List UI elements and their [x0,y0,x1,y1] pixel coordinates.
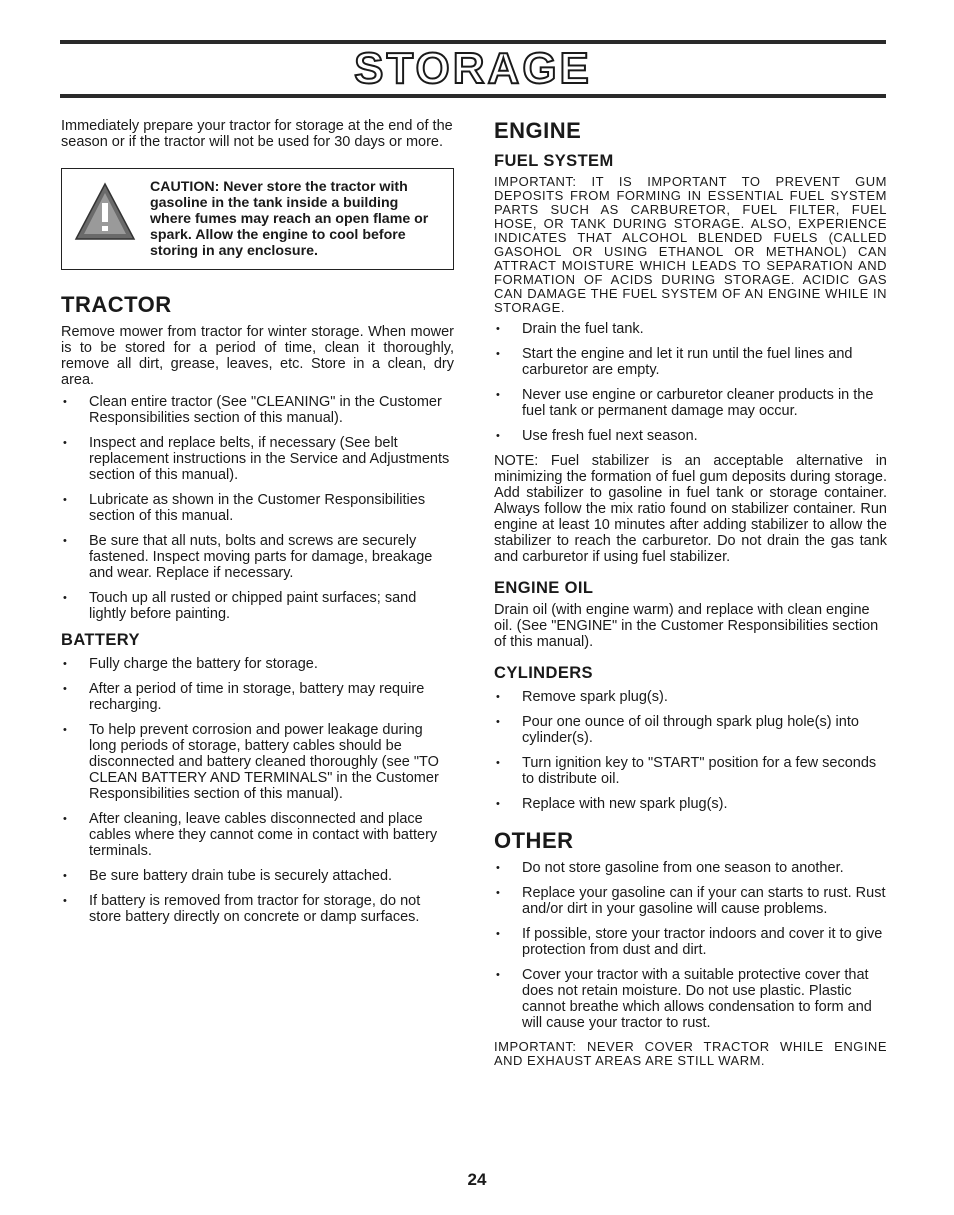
list-item: • Replace with new spark plug(s). [494,796,887,812]
list-item: • Be sure battery drain tube is securely attached. [61,868,454,884]
list-item: • If possible, store your tractor indoors and cover it to give protection from dust and dirt. [494,926,887,958]
right-column [494,118,887,1068]
other-heading: OTHER [494,828,574,853]
warning-triangle-icon [74,181,136,243]
caution-box [61,168,454,270]
other-list [494,860,887,1031]
list-item: • Replace your gasoline can if your can starts to rust. Rust and/or dirt in your gasoline will cause problems. [494,885,887,917]
page-header [60,40,886,98]
list-item: • Lubricate as shown in the Customer Responsibilities section of this manual. [61,492,454,524]
list-item: • Touch up all rusted or chipped paint surfaces; sand lightly before painting. [61,590,454,622]
header-rule-bottom [60,94,886,98]
list-item: • To help prevent corrosion and power leakage during long periods of storage, battery cables should be disconnected and battery cleaned thoroughly (see "TO CLEAN BATTERY AND TERMINALS" in the Customer Responsibilities section of this manual). [61,722,454,802]
list-item: • Do not store gasoline from one season to another. [494,860,887,876]
caution-text: CAUTION: Never store the tractor with gasoline in the tank inside a building where fumes may reach an open flame or spark. Allow the engine to cool before storing in any enclosure. [150,179,429,259]
engine-oil-heading: ENGINE OIL [494,579,594,597]
list-item: • Clean entire tractor (See "CLEANING" in the Customer Responsibilities section of this manual). [61,394,454,426]
tractor-list [61,394,454,622]
fuel-system-heading: FUEL SYSTEM [494,152,614,170]
battery-list [61,656,454,925]
list-item: • Cover your tractor with a suitable protective cover that does not retain moisture. Do not use plastic. Plastic cannot breathe which allows condensation to form and will cause your tractor to rust. [494,967,887,1031]
tractor-body: Remove mower from tractor for winter storage. When mower is to be stored for a period of time, clean it thoroughly, remove all dirt, grease, leaves, etc. Store in a clean, dry area. [61,324,454,388]
fuel-system-list [494,321,887,444]
list-item: • Inspect and replace belts, if necessary (See belt replacement instructions in the Service and Adjustments section of this manual). [61,435,454,483]
cylinders-list [494,689,887,812]
engine-oil-body: Drain oil (with engine warm) and replace with clean engine oil. (See "ENGINE" in the Customer Responsibilities section of this manual). [494,602,879,650]
intro-paragraph: Immediately prepare your tractor for storage at the end of the season or if the tractor will not be used for 30 days or more. [61,118,453,150]
list-item: • Pour one ounce of oil through spark plug hole(s) into cylinder(s). [494,714,887,746]
battery-heading: BATTERY [61,631,140,649]
list-item: • Remove spark plug(s). [494,689,887,705]
list-item: • After a period of time in storage, battery may require recharging. [61,681,454,713]
fuel-stabilizer-note: NOTE: Fuel stabilizer is an acceptable alternative in minimizing the formation of fuel gum deposits during storage. Add stabilizer to gasoline in fuel tank or storage container. Always follow the mix ratio found on stabilizer container. Run engine at least 10 minutes after adding stabilizer to allow the stabilizer to reach the carburetor. Do not drain the gas tank and carburetor if using fuel stabilizer. [494,453,887,565]
left-column [61,118,454,934]
page-number: 24 [467,1170,487,1189]
list-item: • Use fresh fuel next season. [494,428,887,444]
list-item: • Turn ignition key to "START" position for a few seconds to distribute oil. [494,755,887,787]
list-item: • Drain the fuel tank. [494,321,887,337]
list-item: • Never use engine or carburetor cleaner products in the fuel tank or permanent damage may occur. [494,387,887,419]
page-title: STORAGE [354,44,592,93]
other-important-notice: IMPORTANT: NEVER COVER TRACTOR WHILE ENGINE AND EXHAUST AREAS ARE STILL WARM. [494,1039,887,1068]
list-item: • Fully charge the battery for storage. [61,656,454,672]
list-item: • If battery is removed from tractor for storage, do not store battery directly on concrete or damp surfaces. [61,893,454,925]
cylinders-heading: CYLINDERS [494,664,593,682]
fuel-important-notice: IMPORTANT: IT IS IMPORTANT TO PREVENT GUM DEPOSITS FROM FORMING IN ESSENTIAL FUEL SYSTEM PARTS SUCH AS CARBURETOR, FUEL FILTER, FUEL HOSE, OR TANK DURING STORAGE. ALSO, EXPERIENCE INDICATES THAT ALCOHOL BLENDED FUELS (CALLED GASOHOL OR USING ETHANOL OR METHANOL) CAN ATTRACT MOISTURE WHICH LEADS TO SEPARATION AND FORMATION OF ACIDS DURING STORAGE. ACIDIC GAS CAN DAMAGE THE FUEL SYSTEM OF AN ENGINE WHILE IN STORAGE. [494,174,887,315]
list-item: • After cleaning, leave cables disconnected and place cables where they cannot come in contact with battery terminals. [61,811,454,859]
list-item: • Start the engine and let it run until the fuel lines and carburetor are empty. [494,346,887,378]
engine-heading: ENGINE [494,118,582,143]
list-item: • Be sure that all nuts, bolts and screws are securely fastened. Inspect moving parts for damage, breakage and wear. Replace if necessary. [61,533,454,581]
tractor-heading: TRACTOR [61,292,172,317]
